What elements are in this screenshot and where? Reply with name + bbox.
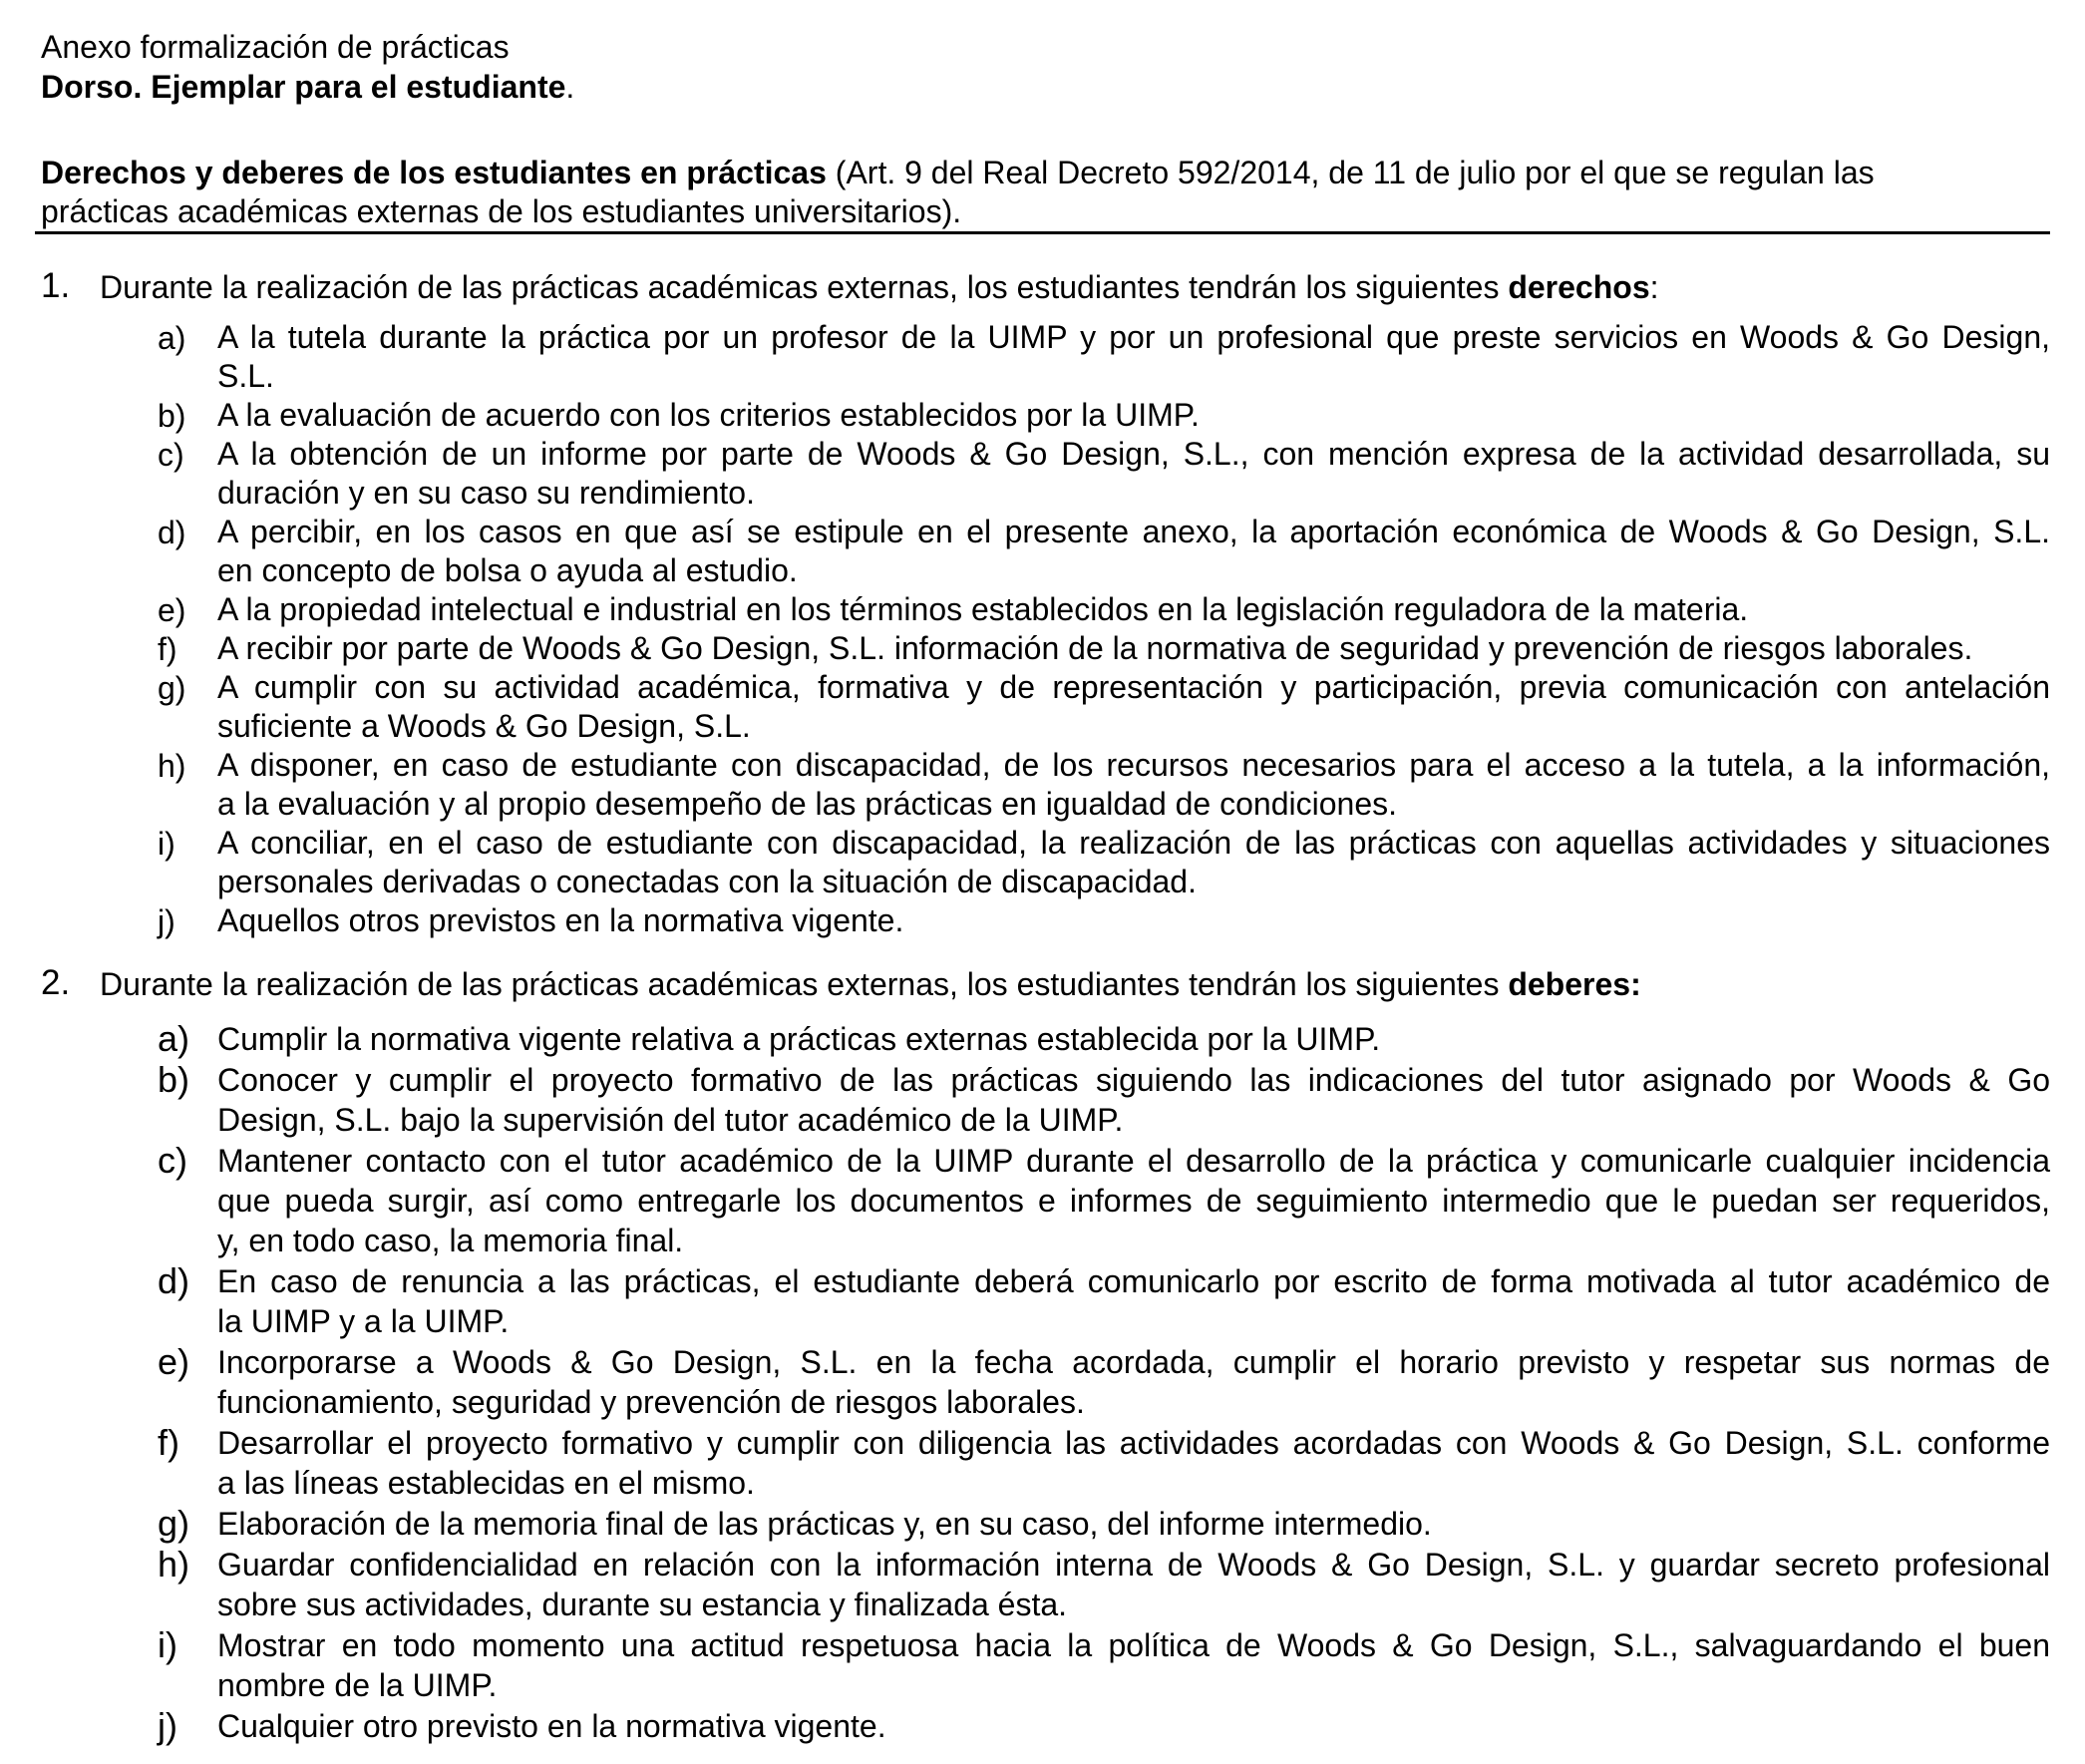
list-item-label: e) — [158, 1341, 190, 1382]
section1-heading — [100, 267, 1659, 307]
list-item-line: Cumplir la normativa vigente relativa a prácticas externas establecida por la UIMP. — [217, 1021, 1381, 1057]
list-item-text — [217, 629, 2050, 668]
list-item-line: Cualquier otro previsto en la normativa vigente. — [217, 1708, 886, 1744]
list-item-text — [217, 318, 2050, 396]
list-item-line: A cumplir con su actividad académica, formativa y de representación y participación, previa comunicación con antelación — [217, 669, 2050, 705]
list-item-line: A recibir por parte de Woods & Go Design, S.L. información de la normativa de seguridad y prevención de riesgos laborales. — [217, 630, 1973, 666]
list-item-label: g) — [158, 670, 186, 706]
list-item-line: Mostrar en todo momento una actitud respetuosa hacia la política de Woods & Go Design, S.L., salvaguardando el buen — [217, 1627, 2050, 1663]
intro-line2 — [41, 191, 961, 231]
list-item-text — [217, 1625, 2050, 1705]
list-item-text — [217, 746, 2050, 824]
list-item-label: a) — [158, 320, 186, 356]
header-line1: Anexo formalización de prácticas — [41, 29, 510, 65]
section1-tail: : — [1649, 269, 1659, 305]
intro-line1 — [41, 153, 1875, 192]
list-item-line: Design, S.L. bajo la supervisión del tutor académico de la UIMP. — [217, 1102, 1124, 1138]
list-item-label: b) — [158, 1059, 190, 1100]
list-item-line: Conocer y cumplir el proyecto formativo de las prácticas siguiendo las indicaciones del tutor asignado por Woods & Go — [217, 1062, 2050, 1098]
section2-heading — [100, 964, 1641, 1004]
list-item-line: Desarrollar el proyecto formativo y cumplir con diligencia las actividades acordadas con Woods & Go Design, S.L. conforme — [217, 1425, 2050, 1461]
list-item-text — [217, 824, 2050, 901]
section1-text: Durante la realización de las prácticas académicas externas, los estudiantes tendrán los siguientes — [100, 269, 1509, 305]
list-item-text — [217, 1261, 2050, 1341]
list-item-label: g) — [158, 1503, 190, 1544]
list-item-label: d) — [158, 1260, 190, 1301]
list-item-text — [217, 1342, 2050, 1422]
list-item-text — [217, 668, 2050, 746]
list-item-line: Guardar confidencialidad en relación con la información interna de Woods & Go Design, S.L. y guardar secreto profesional — [217, 1547, 2050, 1583]
list-item-line: Elaboración de la memoria final de las prácticas y, en su caso, del informe intermedio. — [217, 1506, 1432, 1542]
list-item-line: suficiente a Woods & Go Design, S.L. — [217, 708, 751, 744]
list-item-line: duración y en su caso su rendimiento. — [217, 475, 755, 511]
list-item-label: i) — [158, 826, 175, 862]
list-item-line: A disponer, en caso de estudiante con discapacidad, de los recursos necesarios para el acceso a la tutela, a la información, — [217, 747, 2050, 783]
list-item-text — [217, 1423, 2050, 1503]
list-item-line: S.L. — [217, 358, 274, 394]
list-item-line: en concepto de bolsa o ayuda al estudio. — [217, 552, 798, 588]
list-item-text — [217, 1019, 2050, 1059]
section2-keyword: deberes: — [1508, 966, 1641, 1002]
list-item-label: f) — [158, 1422, 179, 1463]
list-item-line: A percibir, en los casos en que así se estipule en el presente anexo, la aportación económica de Woods & Go Design, S.L. — [217, 514, 2050, 549]
list-item-label: b) — [158, 398, 186, 434]
list-item-line: Incorporarse a Woods & Go Design, S.L. en la fecha acordada, cumplir el horario previsto y respetar sus normas de — [217, 1344, 2050, 1380]
list-item-label: h) — [158, 748, 186, 784]
list-item-line: funcionamiento, seguridad y prevención de riesgos laborales. — [217, 1384, 1085, 1420]
list-item-text — [217, 435, 2050, 513]
list-item-text — [217, 901, 2050, 940]
list-item-line: personales derivadas o conectadas con la situación de discapacidad. — [217, 864, 1197, 899]
list-item-text — [217, 1706, 2050, 1746]
list-item-text — [217, 396, 2050, 435]
list-item-line: nombre de la UIMP. — [217, 1667, 498, 1703]
list-item-line: A conciliar, en el caso de estudiante con discapacidad, la realización de las prácticas con aquellas actividades y situaciones — [217, 825, 2050, 861]
intro-bold: Derechos y deberes de los estudiantes en prácticas — [41, 155, 827, 190]
list-item-text — [217, 1060, 2050, 1140]
section1-keyword: derechos — [1508, 269, 1650, 305]
header-line2-bold: Dorso. Ejemplar para el estudiante — [41, 69, 566, 105]
list-item-text — [217, 1545, 2050, 1624]
list-item-label: e) — [158, 592, 186, 628]
section2-number: 2. — [41, 963, 71, 1002]
list-item-label: a) — [158, 1018, 190, 1059]
list-item-line: A la obtención de un informe por parte de Woods & Go Design, S.L., con mención expresa de la actividad desarrollada, su — [217, 436, 2050, 472]
list-item-line: Mantener contacto con el tutor académico de la UIMP durante el desarrollo de la práctica y comunicarle cualquier incidencia — [217, 1143, 2050, 1179]
list-item-text — [217, 590, 2050, 629]
list-item-line: A la evaluación de acuerdo con los criterios establecidos por la UIMP. — [217, 397, 1200, 433]
list-item-line: a la evaluación y al propio desempeño de las prácticas en igualdad de condiciones. — [217, 786, 1397, 822]
list-item-label: i) — [158, 1624, 177, 1665]
list-item-label: c) — [158, 437, 184, 473]
list-item-label: h) — [158, 1544, 190, 1585]
list-item-label: j) — [158, 1705, 177, 1746]
list-item-line: En caso de renuncia a las prácticas, el estudiante deberá comunicarlo por escrito de forma motivada al tutor académico de — [217, 1263, 2050, 1299]
document-title — [41, 27, 510, 67]
list-item-line: Aquellos otros previstos en la normativa vigente. — [217, 902, 904, 938]
header-line2-tail: . — [565, 69, 575, 105]
section1-number: 1. — [41, 266, 71, 305]
list-item-text — [217, 1141, 2050, 1260]
list-item-line: y, en todo caso, la memoria final. — [217, 1223, 684, 1258]
section2-text: Durante la realización de las prácticas académicas externas, los estudiantes tendrán los siguientes — [100, 966, 1509, 1002]
list-item-line: A la propiedad intelectual e industrial en los términos establecidos en la legislación reguladora de la materia. — [217, 591, 1749, 627]
list-item-line: a las líneas establecidas en el mismo. — [217, 1465, 755, 1501]
divider — [35, 231, 2050, 234]
list-item-label: c) — [158, 1140, 187, 1181]
list-item-line: sobre sus actividades, durante su estancia y finalizada ésta. — [217, 1587, 1068, 1622]
list-item-text — [217, 513, 2050, 590]
list-item-text — [217, 1504, 2050, 1544]
intro-rest: (Art. 9 del Real Decreto 592/2014, de 11 de julio por el que se regulan las — [826, 155, 1875, 190]
intro-line2-text: prácticas académicas externas de los estudiantes universitarios). — [41, 193, 962, 229]
list-item-label: d) — [158, 515, 186, 550]
list-item-label: f) — [158, 631, 177, 667]
list-item-label: j) — [158, 903, 175, 939]
list-item-line: A la tutela durante la práctica por un profesor de la UIMP y por un profesional que preste servicios en Woods & Go Design, — [217, 319, 2050, 355]
list-item-line: que pueda surgir, así como entregarle los documentos e informes de seguimiento intermedio que le puedan ser requeridos, — [217, 1183, 2050, 1219]
document-subtitle — [41, 67, 574, 107]
list-item-line: la UIMP y a la UIMP. — [217, 1303, 510, 1339]
